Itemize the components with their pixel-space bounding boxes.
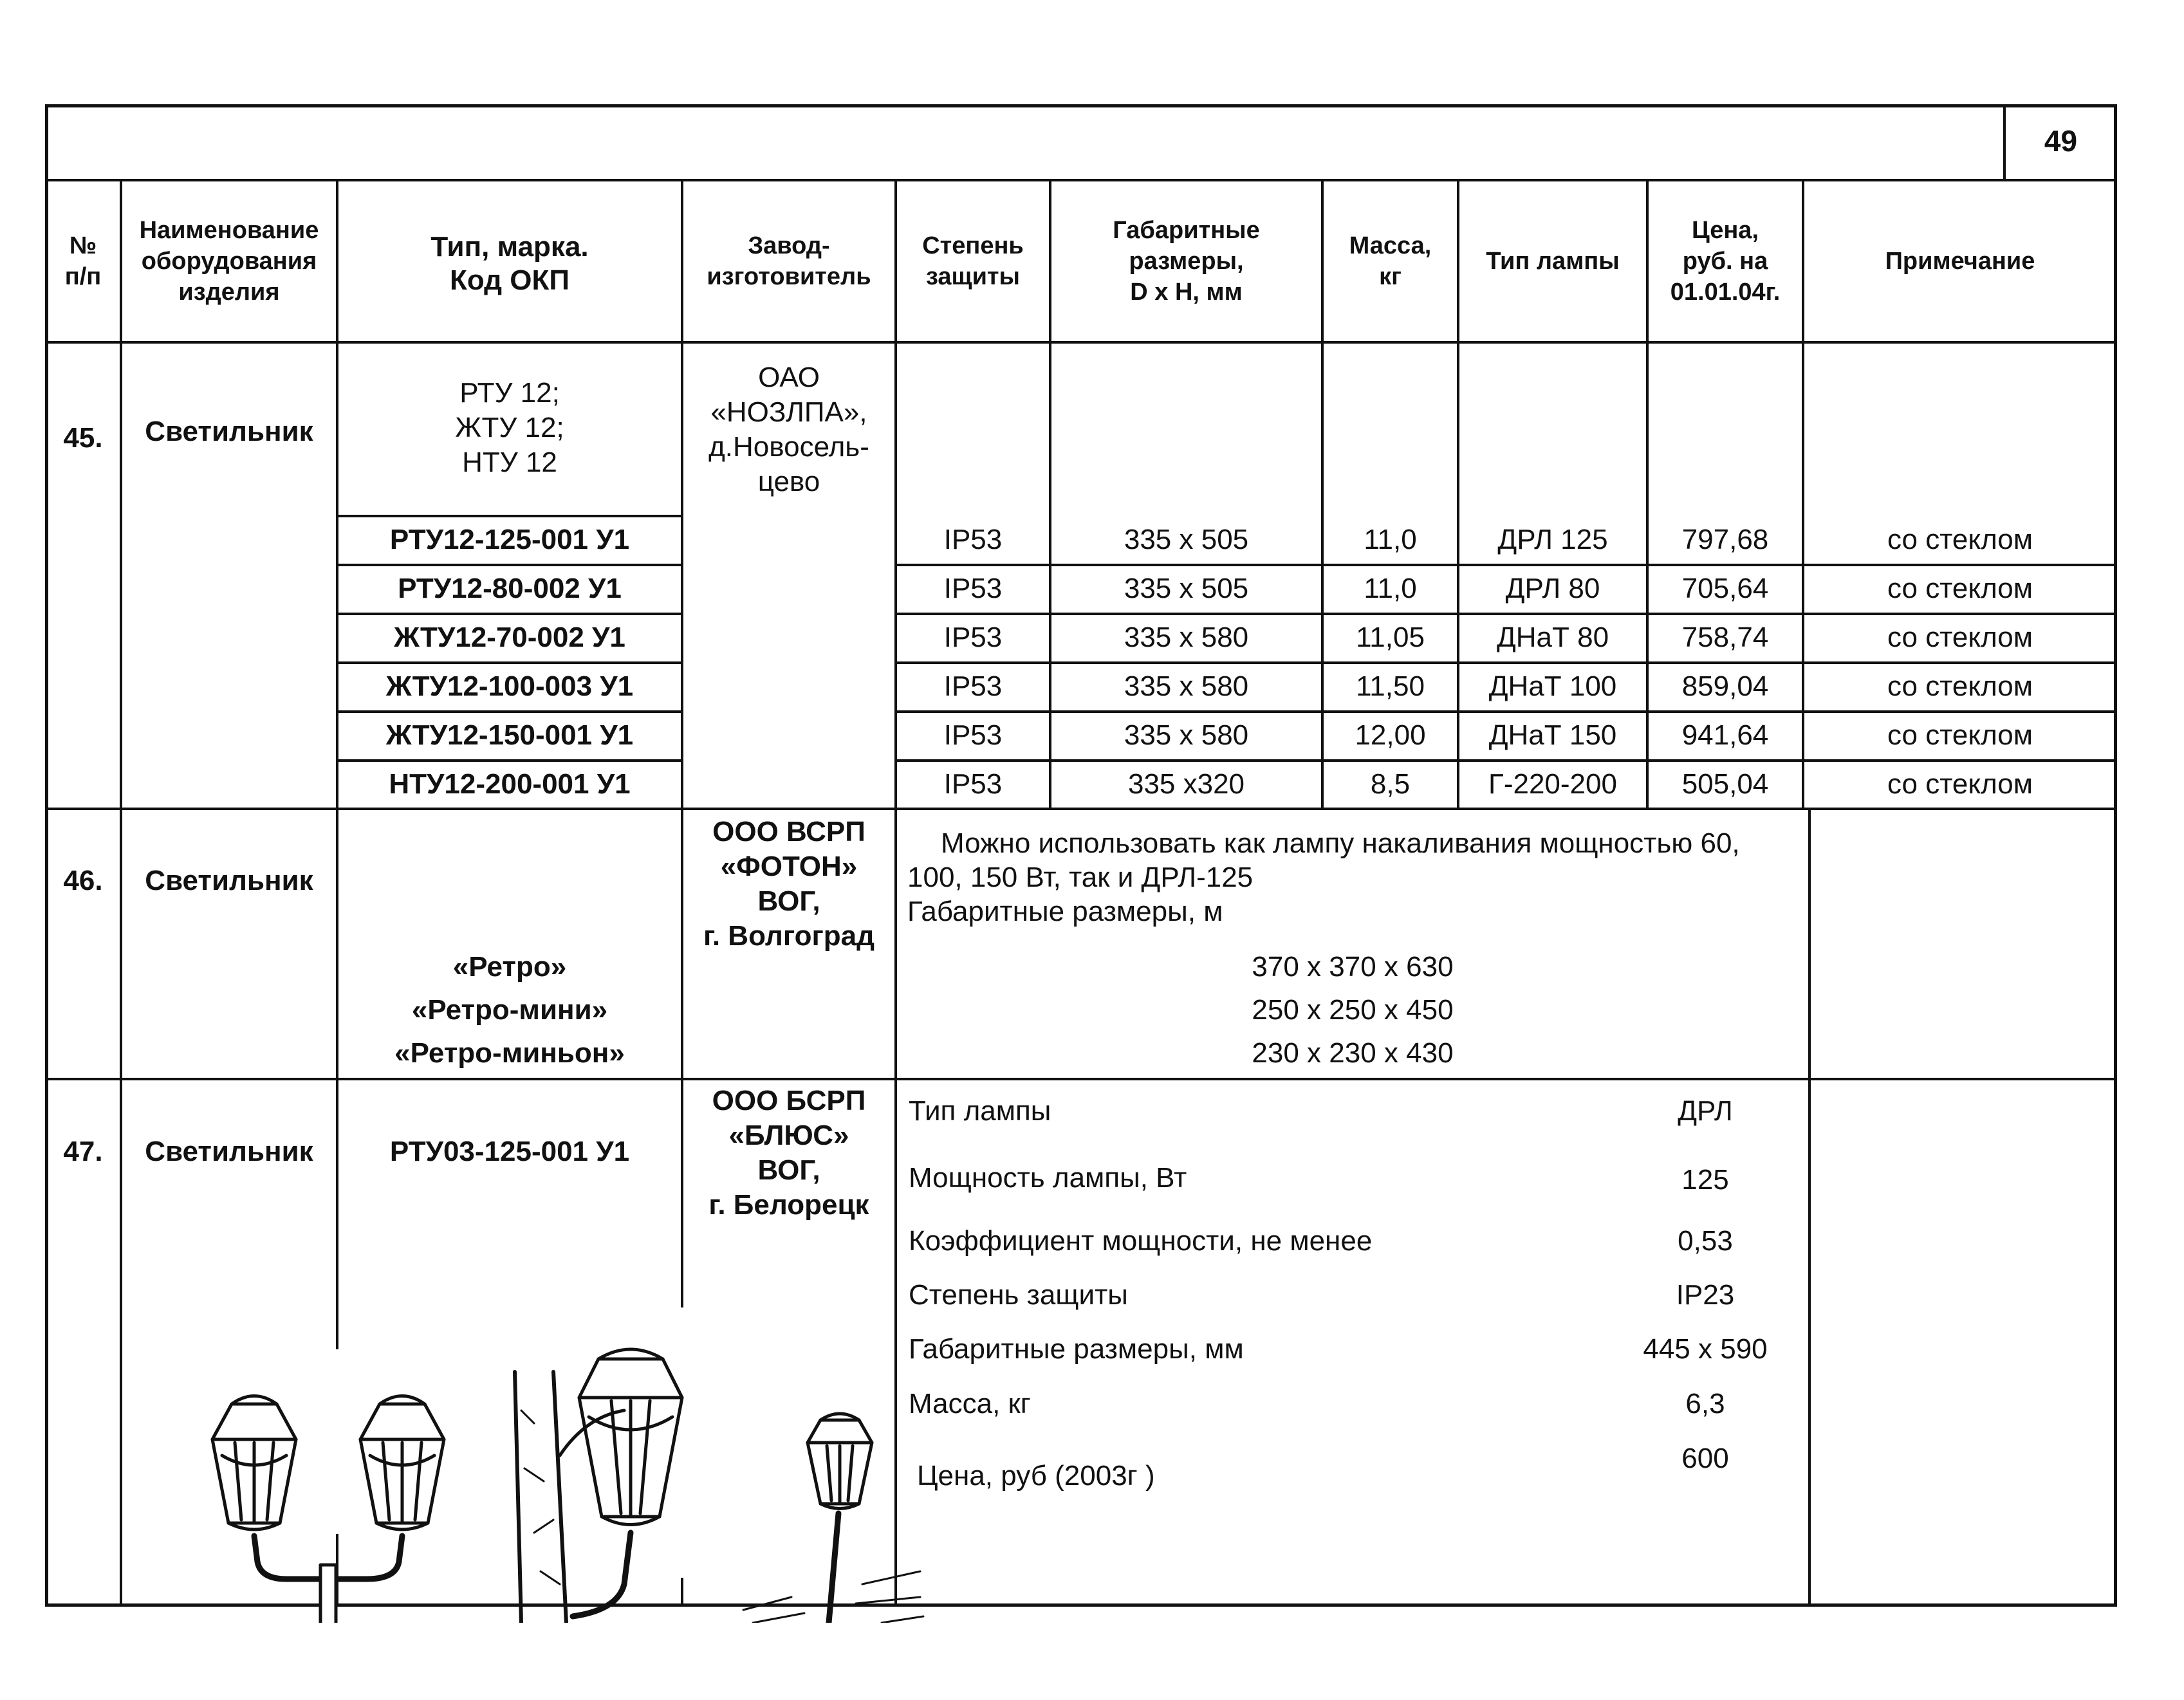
item46-desc-line1: Можно использовать как лампу накаливания мощностью 60, [941, 827, 1740, 859]
spec-label: Коэффициент мощности, не менее [909, 1225, 1373, 1257]
item46-model-retro: «Ретро» [452, 951, 567, 983]
spec-label: Тип лампы [909, 1095, 1051, 1127]
item46-size: 250 x 250 x 450 [1252, 994, 1454, 1026]
table-row-mass: 11,50 [1356, 670, 1425, 702]
item45-types: РТУ 12; ЖТУ 12; НТУ 12 [455, 377, 564, 478]
item46-manufacturer: ООО ВСРП «ФОТОН» ВОГ, г. Волгоград [703, 816, 875, 952]
table-row-protection: IP53 [943, 524, 1003, 555]
item45-manufacturer: ОАО «НОЗЛПА», д.Новосель- цево [708, 362, 869, 497]
header-name: Наименование оборудования изделия [139, 217, 319, 306]
item46-model-retro-mini: «Ретро-мини» [411, 994, 608, 1026]
item46-num: 46. [63, 865, 103, 896]
table-row-note: со стеклом [1887, 622, 2033, 653]
spec-value: IP23 [1676, 1279, 1735, 1311]
table-row-price: 705,64 [1681, 573, 1769, 604]
table-row-dims: 335 x 505 [1124, 524, 1249, 555]
table-row-price: 859,04 [1681, 670, 1769, 702]
table-row-type: ЖТУ12-100-003 У1 [385, 670, 634, 702]
spec-value: 0,53 [1678, 1225, 1733, 1257]
table-row-dims: 335 x 580 [1124, 622, 1249, 653]
item45-num: 45. [63, 422, 103, 454]
item46-size: 230 x 230 x 430 [1252, 1037, 1454, 1069]
table-row-mass: 11,0 [1364, 524, 1417, 555]
header-lamp: Тип лампы [1486, 248, 1620, 275]
item46-desc-line2: 100, 150 Вт, так и ДРЛ-125 [907, 862, 1254, 893]
table-row-note: со стеклом [1887, 719, 2033, 751]
table-row-type: ЖТУ12-70-002 У1 [394, 622, 625, 653]
table-row-protection: IP53 [943, 670, 1003, 702]
spec-value: 125 [1681, 1164, 1729, 1196]
table-row-dims: 335 x320 [1127, 768, 1245, 800]
spec-label: Мощность лампы, Вт [909, 1162, 1187, 1194]
page-number: 49 [2044, 124, 2078, 158]
header-manufacturer: Завод- изготовитель [707, 232, 871, 290]
spec-value: ДРЛ [1678, 1095, 1733, 1127]
table-row-protection: IP53 [943, 768, 1003, 800]
header-protection: Степень защиты [922, 232, 1024, 290]
table-row-note: со стеклом [1887, 573, 2033, 604]
item46-size: 370 x 370 x 630 [1252, 951, 1454, 983]
item47-manufacturer: ООО БСРП «БЛЮС» ВОГ, г. Белорецк [708, 1085, 869, 1221]
header-note: Примечание [1885, 248, 2035, 275]
item45-name: Светильник [145, 416, 313, 447]
table-row-note: со стеклом [1887, 670, 2033, 702]
table-row-note: со стеклом [1887, 768, 2033, 800]
table-row-lamp: ДНаТ 150 [1488, 719, 1617, 751]
header-dims: Габаритные размеры, D x H, мм [1113, 217, 1260, 306]
table-row-mass: 8,5 [1370, 768, 1411, 800]
table-row-type: РТУ12-125-001 У1 [389, 524, 630, 555]
table-row-price: 505,04 [1681, 768, 1769, 800]
header-type: Тип, марка. Код ОКП [430, 231, 589, 296]
item47-num: 47. [63, 1136, 103, 1167]
table-row-type: РТУ12-80-002 У1 [398, 573, 622, 604]
tree-mount-lamp-drawing [515, 1349, 682, 1623]
table-row-protection: IP53 [943, 622, 1003, 653]
spec-value: 6,3 [1685, 1388, 1725, 1419]
table-row-lamp: Г-220-200 [1488, 768, 1617, 800]
table-row-lamp: ДРЛ 80 [1505, 573, 1600, 604]
table-row-mass: 12,00 [1355, 719, 1426, 751]
table-row-mass: 11,0 [1364, 573, 1417, 604]
catalog-page [45, 104, 2117, 1607]
item47-type: РТУ03-125-001 У1 [389, 1136, 630, 1167]
item46-desc-line3: Габаритные размеры, м [907, 896, 1223, 927]
double-lamp-drawing [212, 1396, 444, 1623]
table-row-price: 941,64 [1681, 719, 1769, 751]
spec-label: Масса, кг [909, 1388, 1031, 1419]
table-row-price: 758,74 [1681, 622, 1769, 653]
table-row-lamp: ДНаТ 80 [1496, 622, 1609, 653]
item46-name: Светильник [145, 865, 313, 896]
street-lamps-illustration [174, 1262, 927, 1623]
table-row-type: ЖТУ12-150-001 У1 [385, 719, 634, 751]
header-num: № п/п [64, 232, 102, 290]
table-row-type: НТУ12-200-001 У1 [389, 768, 631, 800]
table-row-lamp: ДРЛ 125 [1497, 524, 1608, 555]
table-row-dims: 335 x 580 [1124, 719, 1249, 751]
table-row-lamp: ДНаТ 100 [1488, 670, 1617, 702]
item46-model-retro-minion: «Ретро-миньон» [394, 1037, 625, 1069]
spec-value: 445 x 590 [1643, 1333, 1768, 1365]
table-row-mass: 11,05 [1356, 622, 1425, 653]
spec-label: Цена, руб (2003г ) [917, 1460, 1155, 1492]
table-row-protection: IP53 [943, 719, 1003, 751]
spec-label: Габаритные размеры, мм [909, 1333, 1244, 1365]
table-row-note: со стеклом [1887, 524, 2033, 555]
header-mass: Масса, кг [1349, 232, 1432, 290]
post-lamp-drawing [743, 1414, 923, 1623]
item47-name: Светильник [145, 1136, 313, 1167]
header-price: Цена, руб. на 01.01.04г. [1670, 217, 1781, 306]
spec-label: Степень защиты [909, 1279, 1128, 1311]
table-row-price: 797,68 [1681, 524, 1769, 555]
table-row-dims: 335 x 580 [1124, 670, 1249, 702]
table-row-protection: IP53 [943, 573, 1003, 604]
table-row-dims: 335 x 505 [1124, 573, 1249, 604]
spec-value: 600 [1681, 1443, 1729, 1474]
